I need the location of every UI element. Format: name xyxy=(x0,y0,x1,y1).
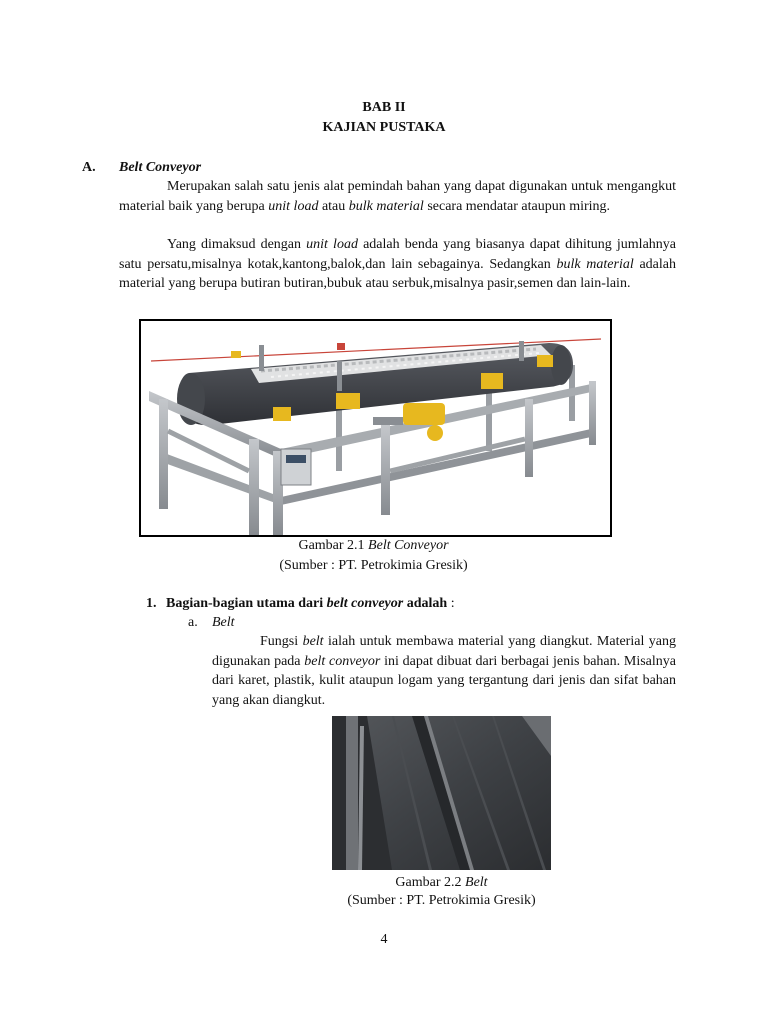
page-number: 4 xyxy=(380,932,388,947)
p1-text-pre: Merupakan salah satu jenis alat pemindah bahan yang dapat digunakan untuk mengangkut material baik yang berupa xyxy=(119,179,676,214)
item-a-em-belt: belt xyxy=(302,634,324,649)
item-a-text-post: ini dapat dibuat dari berbagai jenis bahan. Misalnya dari karet, plastik, kulit ataupun logam yang tergantung dari jenis dan sifat bahan yang akan diangkut. xyxy=(212,653,676,708)
subsection-text-pre: Bagian-bagian utama dari xyxy=(166,596,327,611)
p2-text-post: adalah material yang berupa butiran butiran,bubuk atau serbuk,misalnya pasir,semen dan lain-lain. xyxy=(119,256,676,291)
item-a-em-belt-conveyor: belt conveyor xyxy=(304,653,381,669)
item-a-text-pre: Fungsi xyxy=(260,634,303,649)
figure-2-caption xyxy=(300,873,583,893)
item-a-letter: a. xyxy=(188,615,198,630)
figure-1-source: (Sumber : PT. Petrokimia Gresik) xyxy=(279,558,468,573)
p1-text-mid: atau xyxy=(318,198,349,214)
subsection-colon: : xyxy=(447,596,455,611)
belt-photo-illustration xyxy=(332,716,551,870)
p1-text-post: secara mendatar ataupun miring. xyxy=(423,198,611,214)
figure-1-caption-prefix: Gambar 2.1 xyxy=(298,538,369,553)
p1-em-unit-load: unit load xyxy=(268,198,319,214)
chapter-number: BAB II xyxy=(362,100,406,115)
p2-text-mid: adalah benda yang biasanya dapat dihitung jumlahnya satu persatu,misalnya kotak,kantong,balok,dan lain sebagainya. Sedangkan xyxy=(119,237,677,272)
item-a-text-mid: ialah untuk membawa material yang diangkut. Material yang digunakan pada xyxy=(212,634,676,669)
p1-em-bulk-material: bulk material xyxy=(348,198,424,214)
belt-conveyor-figure xyxy=(139,319,612,537)
p2-em-unit-load: unit load xyxy=(306,237,358,252)
subsection-em: belt conveyor xyxy=(326,596,404,611)
belt-conveyor-illustration xyxy=(141,321,610,535)
figure-2-caption-prefix: Gambar 2.2 xyxy=(395,875,466,890)
paragraph-1 xyxy=(119,177,676,216)
chapter-title: KAJIAN PUSTAKA xyxy=(322,120,446,135)
p2-text-pre: Yang dimaksud dengan xyxy=(167,237,307,252)
figure-2-caption-title: Belt xyxy=(465,875,488,890)
subsection-heading xyxy=(166,594,455,614)
figure-1-caption-title: Belt Conveyor xyxy=(368,538,449,553)
paragraph-2 xyxy=(119,235,676,294)
p2-em-bulk-material: bulk material xyxy=(556,256,634,272)
section-letter: A. xyxy=(82,160,96,175)
subsection-text-post: adalah xyxy=(403,596,448,611)
figure-1-caption xyxy=(139,536,608,556)
section-title: Belt Conveyor xyxy=(119,160,202,175)
item-a-title: Belt xyxy=(212,615,235,630)
belt-photo xyxy=(332,716,551,870)
item-a-paragraph xyxy=(212,632,676,710)
subsection-number: 1. xyxy=(146,596,157,611)
figure-2-source: (Sumber : PT. Petrokimia Gresik) xyxy=(347,893,536,908)
